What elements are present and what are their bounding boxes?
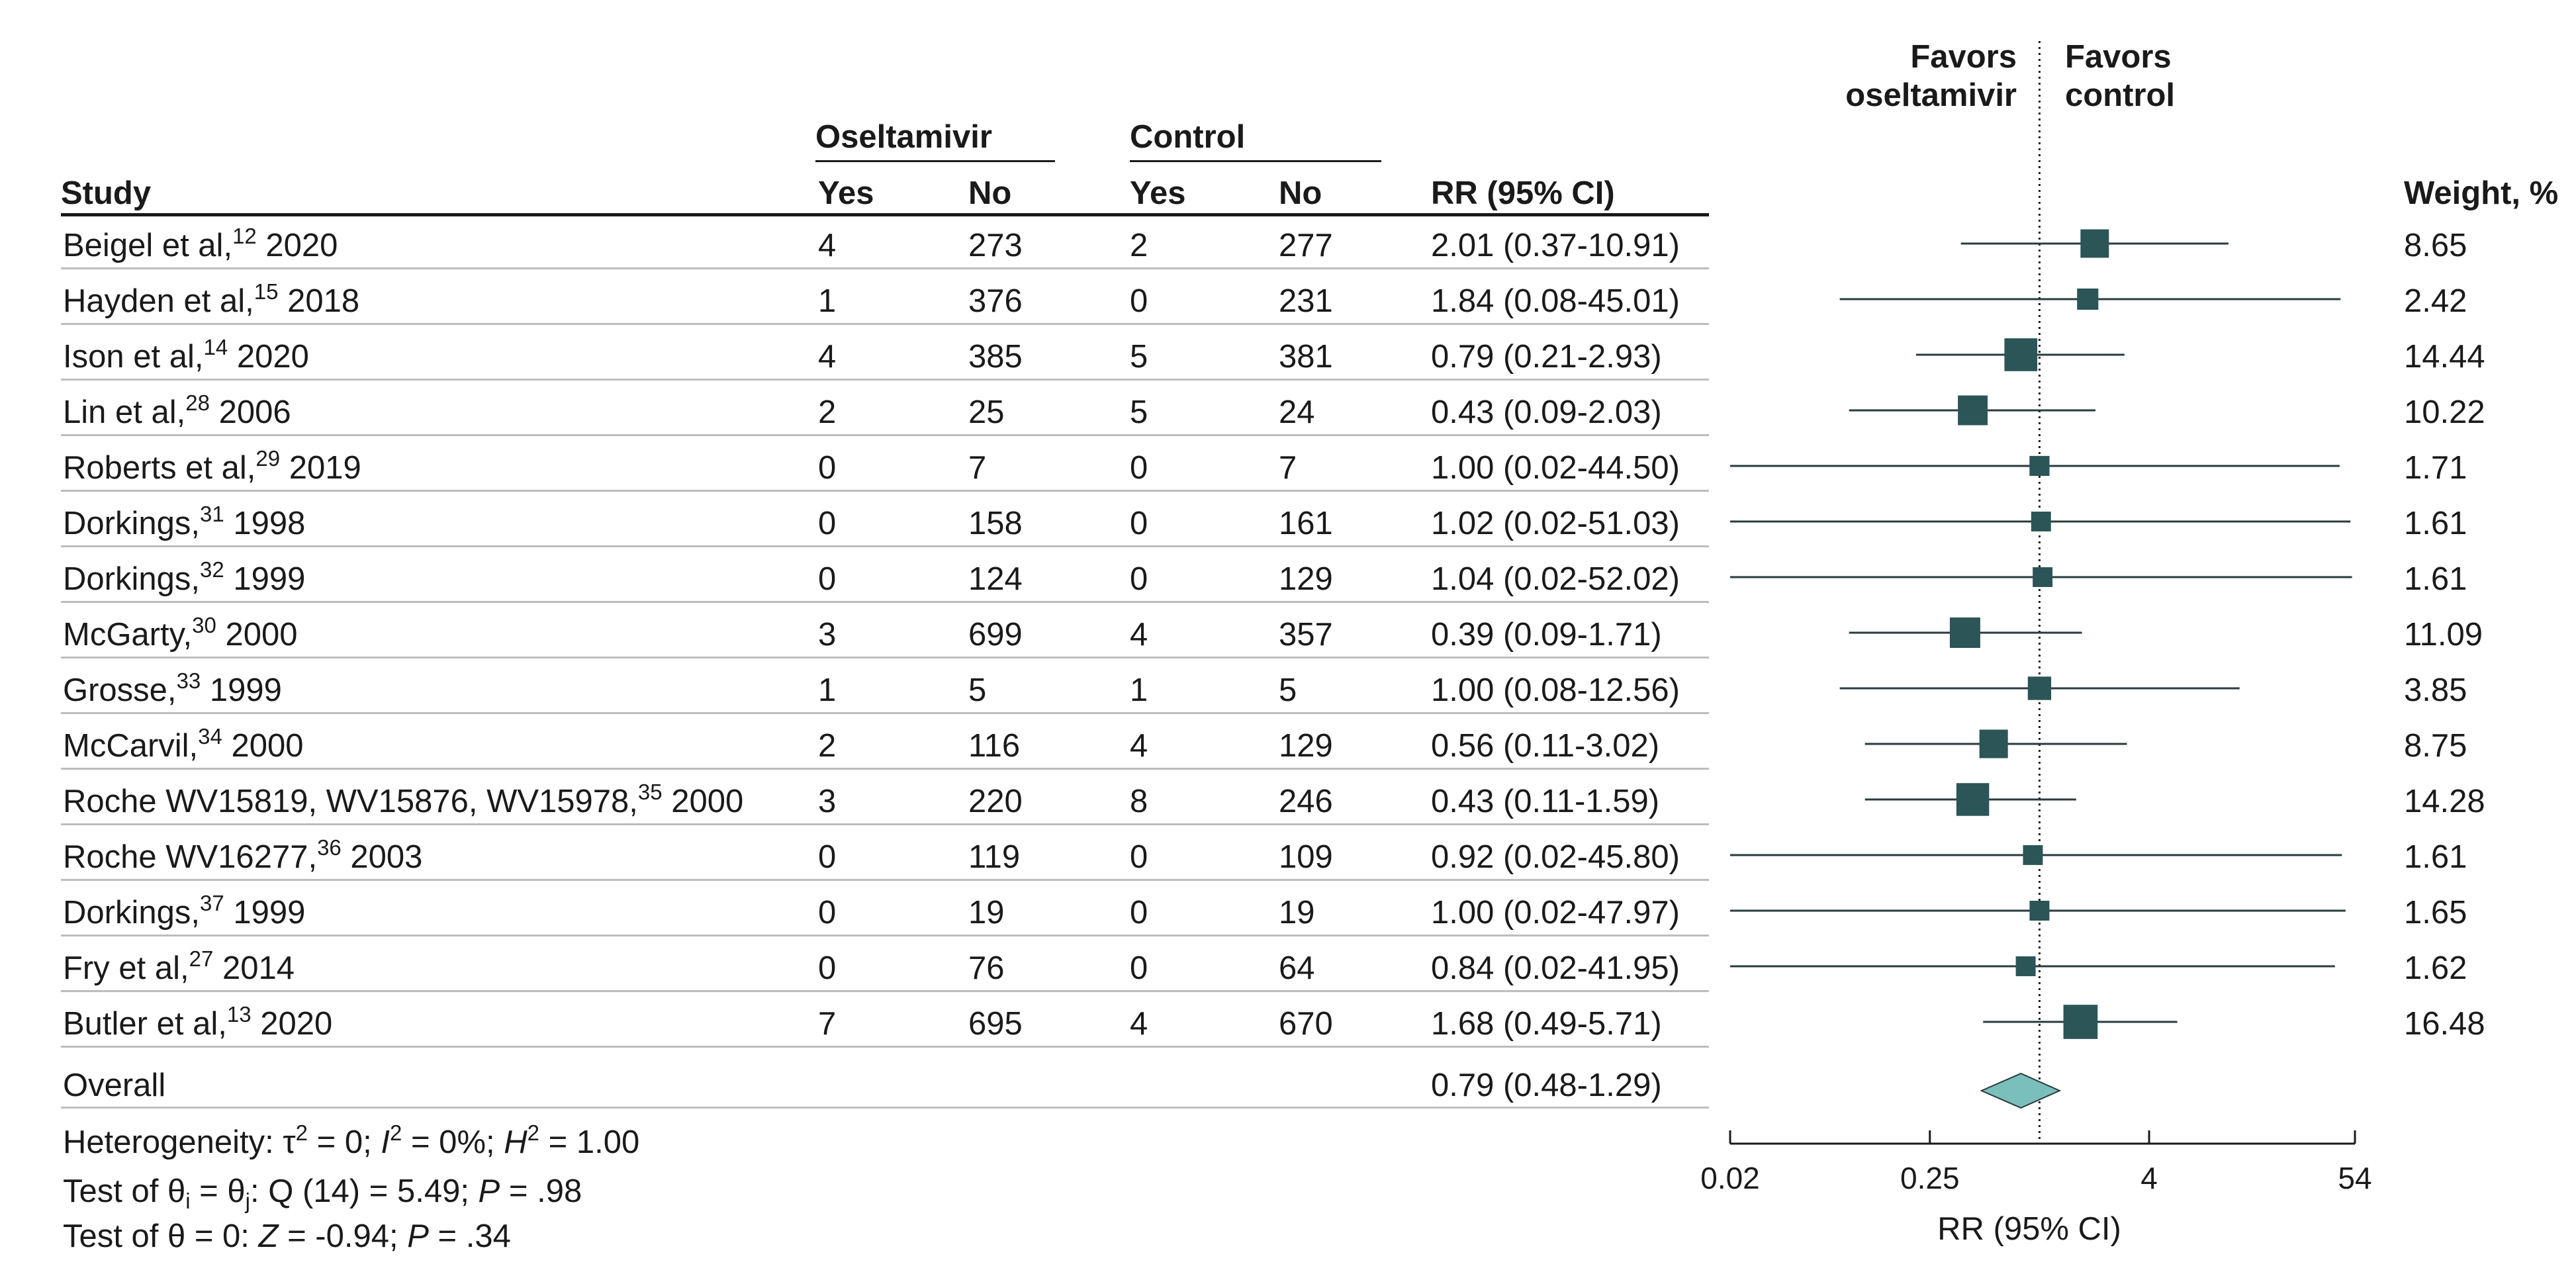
oseltamivir-yes-cell: 1 <box>818 672 837 708</box>
control-yes-cell: 2 <box>1130 228 1148 263</box>
point-estimate-marker <box>2023 845 2043 865</box>
control-no-cell: 670 <box>1279 1006 1333 1042</box>
control-yes-cell: 0 <box>1130 506 1148 541</box>
control-yes-cell: 1 <box>1130 672 1148 708</box>
oseltamivir-yes-cell: 2 <box>818 728 837 764</box>
control-yes-header: Yes <box>1130 175 1186 211</box>
study-name-cell: Roche WV15819, WV15876, WV15978,35 2000 <box>63 780 744 819</box>
oseltamivir-yes-cell: 0 <box>818 895 837 931</box>
point-estimate-marker <box>2064 1005 2098 1039</box>
control-yes-cell: 4 <box>1130 1006 1148 1042</box>
rr-ci-cell: 1.84 (0.08-45.01) <box>1431 283 1680 319</box>
weight-cell: 2.42 <box>2404 283 2467 319</box>
rr-ci-cell: 0.79 (0.21-2.93) <box>1431 339 1662 375</box>
study-name-cell: Dorkings,$^{37}$ 1999 <box>63 891 306 931</box>
x-tick-label: 54 <box>2338 1161 2372 1195</box>
point-estimate-marker <box>2029 456 2049 476</box>
oseltamivir-yes-cell: 1 <box>818 283 837 319</box>
oseltamivir-no-cell: 19 <box>968 895 1005 931</box>
rr-ci-cell: 0.43 (0.11-1.59) <box>1431 784 1660 819</box>
control-no-cell: 246 <box>1279 784 1333 819</box>
oseltamivir-no-cell: 695 <box>968 1006 1023 1042</box>
control-yes-cell: 4 <box>1130 617 1148 653</box>
control-yes-cell: 8 <box>1130 784 1148 819</box>
overall-label: Overall <box>63 1068 166 1103</box>
control-no-cell: 277 <box>1279 228 1333 263</box>
control-yes-cell: 0 <box>1130 450 1148 486</box>
test-theta-i-theta-j-line: Test of $\theta_i = \theta_j$: Q (14) = 5.49; P = .98 <box>63 1173 582 1213</box>
oseltamivir-yes-cell: 3 <box>818 784 837 819</box>
control-no-cell: 129 <box>1279 561 1333 597</box>
control-no-cell: 109 <box>1279 839 1333 875</box>
rr-ci-cell: 1.04 (0.02-52.02) <box>1431 561 1680 597</box>
x-tick-label: 0.02 <box>1700 1161 1760 1195</box>
point-estimate-marker <box>2033 567 2052 587</box>
study-name-cell: Lin et al,$^{28}$ 2006 <box>63 390 291 430</box>
study-name-cell: McGarty,$^{30}$ 2000 <box>63 613 298 653</box>
point-estimate-marker <box>2029 901 2049 921</box>
control-no-cell: 5 <box>1279 672 1297 708</box>
oseltamivir-no-cell: 699 <box>968 617 1023 653</box>
weight-cell: 11.09 <box>2404 617 2483 653</box>
control-yes-cell: 0 <box>1130 839 1148 875</box>
oseltamivir-yes-cell: 7 <box>818 1006 837 1042</box>
weight-cell: 10.22 <box>2404 394 2485 430</box>
weight-cell: 1.61 <box>2404 561 2467 597</box>
control-no-cell: 231 <box>1279 283 1333 319</box>
oseltamivir-no-cell: 220 <box>968 784 1023 819</box>
favors-left-line2: oseltamivir <box>1845 77 2017 113</box>
study-name-cell: Roche WV16277,36 2003 <box>63 835 423 875</box>
point-estimate-marker <box>2077 289 2098 310</box>
control-yes-cell: 5 <box>1130 394 1148 430</box>
oseltamivir-no-cell: 273 <box>968 228 1023 263</box>
oseltamivir-no-cell: 119 <box>968 839 1021 875</box>
point-estimate-marker <box>2004 338 2037 371</box>
oseltamivir-yes-header: Yes <box>818 175 874 211</box>
study-name-cell: Hayden et al,$^{15}$ 2018 <box>63 279 360 319</box>
weight-cell: 1.71 <box>2404 450 2467 486</box>
study-name-cell: Ison et al,$^{14}$ 2020 <box>63 335 309 375</box>
rr-ci-cell: 1.00 (0.08-12.56) <box>1431 672 1680 708</box>
weight-cell: 1.61 <box>2404 506 2467 541</box>
oseltamivir-no-cell: 7 <box>968 450 987 486</box>
control-yes-cell: 0 <box>1130 895 1148 931</box>
point-estimate-marker <box>2028 676 2051 700</box>
oseltamivir-no-cell: 385 <box>968 339 1023 375</box>
oseltamivir-no-cell: 76 <box>968 950 1005 986</box>
rr-ci-cell: 1.02 (0.02-51.03) <box>1431 506 1680 541</box>
weight-cell: 14.28 <box>2404 784 2485 819</box>
point-estimate-marker <box>1958 396 1988 426</box>
favors-left-line1: Favors <box>1910 39 2017 75</box>
control-no-cell: 7 <box>1279 450 1297 486</box>
weight-cell: 8.75 <box>2404 728 2467 764</box>
overall-diamond <box>1982 1073 2060 1108</box>
oseltamivir-no-cell: 124 <box>968 561 1023 597</box>
oseltamivir-yes-cell: 4 <box>818 339 837 375</box>
rr-column-header: RR (95% CI) <box>1431 175 1615 211</box>
oseltamivir-no-cell: 25 <box>968 394 1005 430</box>
rr-ci-cell: 1.00 (0.02-44.50) <box>1431 450 1680 486</box>
control-no-cell: 64 <box>1279 950 1315 986</box>
point-estimate-marker <box>1956 783 1989 815</box>
control-no-cell: 24 <box>1279 394 1315 430</box>
x-tick-label: 0.25 <box>1900 1161 1960 1195</box>
rr-ci-cell: 0.39 (0.09-1.71) <box>1431 617 1662 653</box>
study-name-cell: Butler et al,$^{13}$ 2020 <box>63 1002 333 1042</box>
oseltamivir-yes-cell: 4 <box>818 228 837 263</box>
point-estimate-marker <box>1980 729 2008 758</box>
control-no-cell: 129 <box>1279 728 1333 764</box>
weight-cell: 8.65 <box>2404 228 2467 263</box>
favors-right-line2: control <box>2065 77 2176 113</box>
oseltamivir-header: Oseltamivir <box>815 119 992 155</box>
x-axis-label: RR (95% CI) <box>1937 1211 2121 1247</box>
study-name-cell: McCarvil,$^{34}$ 2000 <box>63 724 304 764</box>
weight-cell: 3.85 <box>2404 672 2467 708</box>
control-yes-cell: 4 <box>1130 728 1148 764</box>
oseltamivir-no-header: No <box>968 175 1012 211</box>
rr-ci-cell: 0.56 (0.11-3.02) <box>1431 728 1660 764</box>
oseltamivir-yes-cell: 2 <box>818 394 837 430</box>
study-name-cell: Dorkings,$^{32}$ 1999 <box>63 557 306 597</box>
rr-ci-cell: 0.92 (0.02-45.80) <box>1431 839 1680 875</box>
control-yes-cell: 0 <box>1130 283 1148 319</box>
weight-cell: 16.48 <box>2404 1006 2485 1042</box>
study-name-cell: Grosse,$^{33}$ 1999 <box>63 668 282 708</box>
control-header: Control <box>1130 119 1246 155</box>
rr-ci-cell: 1.68 (0.49-5.71) <box>1431 1006 1662 1042</box>
control-no-cell: 19 <box>1279 895 1315 931</box>
oseltamivir-yes-cell: 3 <box>818 617 837 653</box>
rr-ci-cell: 0.84 (0.02-41.95) <box>1431 950 1680 986</box>
study-name-cell: Beigel et al,$^{12}$ 2020 <box>63 224 338 263</box>
rr-ci-cell: 0.43 (0.09-2.03) <box>1431 394 1662 430</box>
heterogeneity-line: Heterogeneity: $\tau^2 = 0$; $I^2 = 0\%$; $H^2 = 1.00$ <box>63 1120 640 1160</box>
oseltamivir-yes-cell: 0 <box>818 561 837 597</box>
rr-ci-cell: 1.00 (0.02-47.97) <box>1431 895 1680 931</box>
oseltamivir-no-cell: 5 <box>968 672 987 708</box>
control-no-header: No <box>1279 175 1322 211</box>
point-estimate-marker <box>2080 230 2109 258</box>
oseltamivir-yes-cell: 0 <box>818 450 837 486</box>
oseltamivir-yes-cell: 0 <box>818 950 837 986</box>
weight-cell: 1.65 <box>2404 895 2467 931</box>
point-estimate-marker <box>2016 956 2036 976</box>
oseltamivir-no-cell: 376 <box>968 283 1023 319</box>
weight-cell: 14.44 <box>2404 339 2485 375</box>
oseltamivir-no-cell: 158 <box>968 506 1023 541</box>
study-column-header: Study <box>61 175 152 211</box>
control-no-cell: 357 <box>1279 617 1333 653</box>
point-estimate-marker <box>1950 617 1980 648</box>
x-tick-label: 4 <box>2140 1161 2158 1195</box>
control-no-cell: 381 <box>1279 339 1333 375</box>
weight-cell: 1.62 <box>2404 950 2467 986</box>
rr-ci-cell: 2.01 (0.37-10.91) <box>1431 228 1680 263</box>
weight-column-header: Weight, % <box>2404 175 2559 211</box>
overall-rr: 0.79 (0.48-1.29) <box>1431 1068 1662 1103</box>
oseltamivir-yes-cell: 0 <box>818 839 837 875</box>
point-estimate-marker <box>2031 512 2051 531</box>
favors-right-line1: Favors <box>2065 39 2172 75</box>
study-name-cell: Roberts et al,$^{29}$ 2019 <box>63 446 361 486</box>
oseltamivir-yes-cell: 0 <box>818 506 837 541</box>
control-yes-cell: 5 <box>1130 339 1148 375</box>
control-no-cell: 161 <box>1279 506 1333 541</box>
test-theta-zero-line: Test of θ = 0: Z = -0.94; P = .34 <box>63 1218 511 1254</box>
control-yes-cell: 0 <box>1130 561 1148 597</box>
control-yes-cell: 0 <box>1130 950 1148 986</box>
weight-cell: 1.61 <box>2404 839 2467 875</box>
oseltamivir-no-cell: 116 <box>968 728 1021 764</box>
study-name-cell: Dorkings,$^{31}$ 1998 <box>63 502 306 541</box>
study-name-cell: Fry et al,$^{27}$ 2014 <box>63 946 295 986</box>
